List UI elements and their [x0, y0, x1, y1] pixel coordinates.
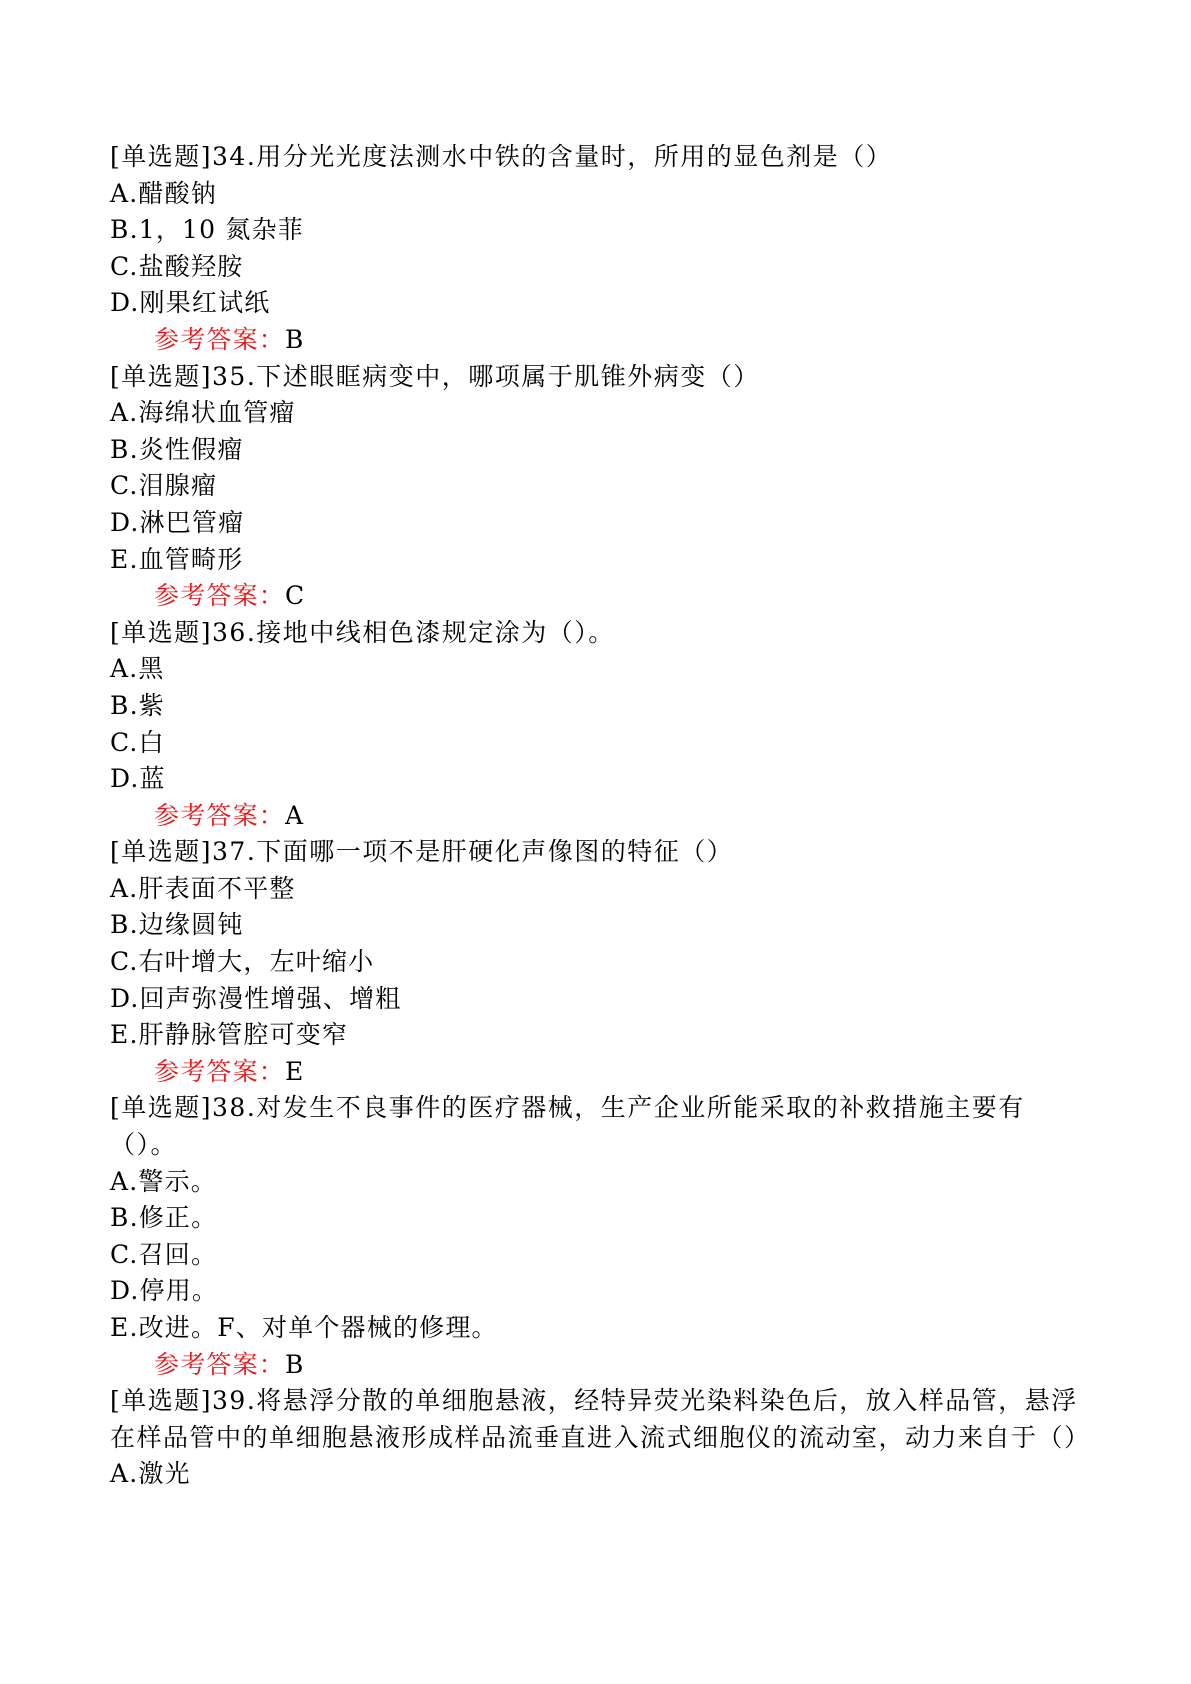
reference-answer: [110, 1054, 1090, 1091]
question-stem: [单选题]39.将悬浮分散的单细胞悬液，经特异荧光染料染色后，放入样品管，悬浮在样品管中的单细胞悬液形成样品流垂直进入流式细胞仪的流动室，动力来自于（）: [110, 1386, 1091, 1452]
question-stem: [单选题]37.下面哪一项不是肝硬化声像图的特征（）: [110, 837, 734, 867]
option-b: B.修正。: [110, 1203, 218, 1233]
question-39: [110, 1383, 1090, 1493]
option-d: D.回声弥漫性增强、增粗: [110, 983, 402, 1013]
answer-label: 参考答案：: [154, 324, 286, 354]
option-b: B.炎性假瘤: [110, 434, 244, 464]
option-a: A.肝表面不平整: [110, 873, 296, 903]
answer-value: B: [285, 1349, 305, 1379]
question-stem: [单选题]36.接地中线相色漆规定涂为（）。: [110, 617, 615, 647]
answer-value: A: [285, 800, 305, 830]
option-b: B.紫: [110, 690, 165, 720]
reference-answer: [110, 322, 1090, 359]
reference-answer: [110, 578, 1090, 615]
option-d: D.淋巴管瘤: [110, 507, 245, 537]
question-35: [110, 359, 1090, 615]
option-e: E.血管畸形: [110, 544, 244, 574]
option-e: E.肝静脉管腔可变窄: [110, 1020, 349, 1050]
option-a: A.激光: [110, 1459, 191, 1489]
option-b: B.1，10 氮杂菲: [110, 215, 304, 245]
question-38: [110, 1090, 1090, 1383]
answer-label: 参考答案：: [154, 1349, 286, 1379]
answer-label: 参考答案：: [154, 1056, 286, 1086]
option-e: E.改进。F、对单个器械的修理。: [110, 1313, 498, 1342]
answer-label: 参考答案：: [154, 581, 286, 611]
question-stem: [单选题]35.下述眼眶病变中，哪项属于肌锥外病变（）: [110, 361, 760, 391]
option-c: C.右叶增大，左叶缩小: [110, 947, 375, 977]
option-b: B.边缘圆钝: [110, 910, 244, 940]
option-a: A.醋酸钠: [110, 178, 218, 208]
option-c: C.盐酸羟胺: [110, 251, 244, 281]
option-a: A.警示。: [110, 1166, 218, 1196]
option-d: D.停用。: [110, 1276, 219, 1306]
option-a: A.海绵状血管瘤: [110, 398, 296, 428]
question-stem: [单选题]38.对发生不良事件的医疗器械，生产企业所能采取的补救措施主要有（）。: [110, 1093, 1025, 1160]
question-37: [110, 834, 1090, 1090]
option-c: C.召回。: [110, 1239, 218, 1269]
question-36: [110, 615, 1090, 835]
answer-value: B: [285, 324, 305, 354]
answer-label: 参考答案：: [154, 800, 286, 830]
option-c: C.泪腺瘤: [110, 471, 218, 501]
answer-value: E: [285, 1056, 305, 1086]
option-a: A.黑: [110, 654, 165, 684]
reference-answer: [110, 798, 1090, 835]
question-stem: [单选题]34.用分光光度法测水中铁的含量时，所用的显色剂是（）: [110, 142, 893, 171]
option-d: D.蓝: [110, 764, 166, 794]
question-34: [110, 139, 1090, 359]
option-c: C.白: [110, 727, 165, 757]
question-list: [110, 139, 1090, 1493]
option-d: D.刚果红试纸: [110, 288, 271, 318]
reference-answer: [110, 1347, 1090, 1384]
answer-value: C: [285, 581, 306, 611]
